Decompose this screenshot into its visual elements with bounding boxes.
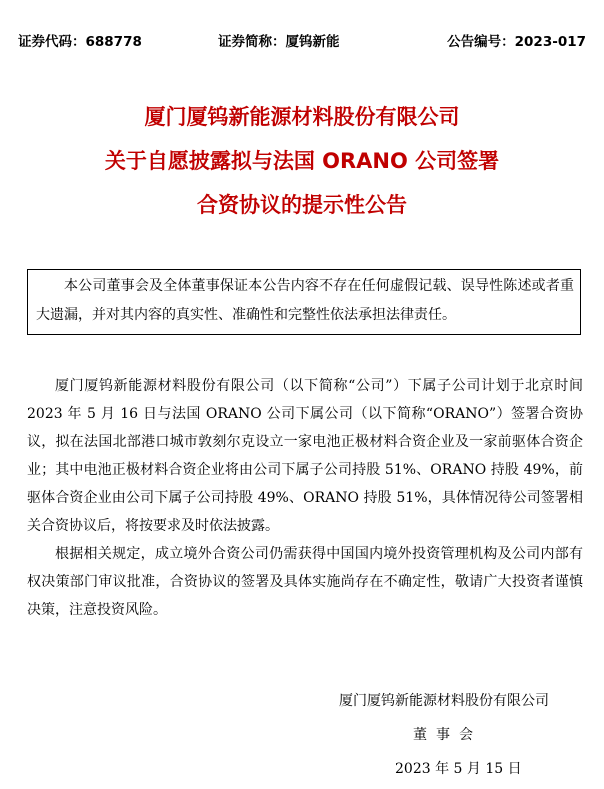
stock-code: 证券代码：688778 (18, 34, 142, 50)
signature-date: 2023 年 5 月 15 日 (395, 761, 522, 777)
signature-board: 董事会 (413, 727, 482, 743)
announcement-title (0, 95, 604, 227)
stock-abbreviation: 证券简称：厦钨新能 (218, 34, 340, 50)
announcement-header (18, 30, 586, 50)
notice-text: 本公司董事会及全体董事保证本公告内容不存在任何虚假记载、误导性陈述或者重大遗漏，并对其内容的真实性、准确性和完整性依法承担法律责任。 (36, 278, 574, 323)
announcement-number: 公告编号：2023-017 (447, 34, 586, 50)
title-line-3: 合资协议的提示性公告 (197, 193, 407, 217)
title-line-2: 关于自愿披露拟与法国 ORANO 公司签署 (104, 149, 500, 173)
signature-company: 厦门厦钨新能源材料股份有限公司 (339, 693, 549, 709)
announcement-body (27, 372, 583, 624)
body-paragraph-1: 厦门厦钨新能源材料股份有限公司（以下简称“公司”）下属子公司计划于北京时间 2023 年 5 月 16 日与法国 ORANO 公司下属公司（以下简称“ORANO”）签署合资协议，拟在法国北部港口城市敦刻尔克设立一家电池正极材料合资企业及一家前驱体合资企业；其中电池正极材料合资企业将由公司下属子公司持股 51%、ORANO 持股 49%，前驱体合资企业由公司下属子公司持股 49%、ORANO 持股 51%，具体情况待公司签署相关合资协议后，将按要求及时依法披露。 (27, 378, 583, 534)
body-paragraph-2: 根据相关规定，成立境外合资公司仍需获得中国国内境外投资管理机构及公司内部有权决策部门审议批准，合资协议的签署及具体实施尚存在不确定性，敬请广大投资者谨慎决策，注意投资风险。 (27, 546, 583, 618)
board-guarantee-notice (27, 269, 581, 335)
title-line-1: 厦门厦钨新能源材料股份有限公司 (144, 105, 460, 129)
